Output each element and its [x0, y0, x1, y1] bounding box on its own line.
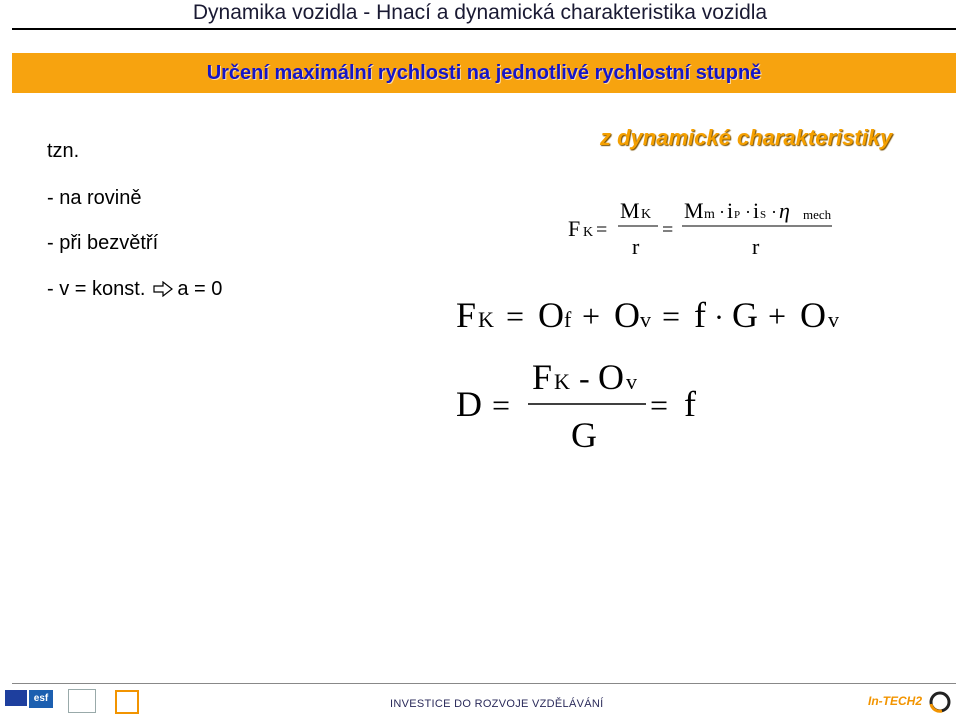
- f1-dot-1: ·: [719, 202, 725, 222]
- f1-num2-i2-sub: S: [760, 209, 767, 221]
- f2-dot: ·: [714, 301, 724, 334]
- f3-eq2: =: [650, 387, 669, 423]
- f2-f: f: [694, 295, 706, 335]
- f1-eta: η: [779, 198, 790, 223]
- condition-no-wind: - při bezvětří: [47, 232, 159, 254]
- f3-D: D: [456, 384, 482, 424]
- f1-num2-i2: i: [753, 198, 760, 223]
- page-title: Dynamika vozidla - Hnací a dynamická charakteristika vozidla: [192, 1, 768, 24]
- f3-eq: =: [492, 387, 511, 423]
- f3-F-sub: K: [554, 369, 570, 394]
- f2-O3-sub: v: [828, 307, 839, 332]
- f3-F: F: [532, 357, 553, 397]
- f2-F-sub: K: [478, 307, 494, 332]
- f3-G: G: [571, 415, 597, 455]
- section-banner: Určení maximální rychlosti na jednotlivé rychlostní stupně: [12, 53, 956, 93]
- footer-text: INVESTICE DO ROZVOJE VZDĚLÁVÁNÍ: [390, 698, 604, 710]
- f3-O-sub: v: [626, 369, 637, 394]
- condition-flat-road: - na rovině: [47, 187, 142, 209]
- force-balance-formula: [456, 295, 839, 335]
- f2-O2-sub: v: [640, 307, 651, 332]
- f1-num2-m-sub: m: [704, 207, 715, 222]
- dynamic-characteristic-subtitle: z dynamické charakteristiky: [600, 125, 893, 150]
- f1-lhs: F: [568, 216, 581, 241]
- f2-O3: O: [800, 295, 826, 335]
- zero-acceleration-label: a = 0: [177, 278, 223, 300]
- f2-eq2: =: [662, 298, 681, 334]
- footer-divider: [12, 683, 956, 684]
- f1-num2-i1-sub: P: [734, 209, 741, 221]
- intro-text: tzn.: [47, 140, 80, 162]
- dynamic-factor-formula: [456, 357, 696, 455]
- intech-logo-icon: [928, 690, 952, 714]
- f3-minus: -: [579, 360, 590, 396]
- f1-dot-2: ·: [745, 202, 751, 222]
- f1-eq: =: [596, 219, 608, 241]
- f1-lhs-sub: K: [583, 225, 594, 240]
- f2-O2: O: [614, 295, 640, 335]
- f2-F: F: [456, 295, 477, 335]
- f2-G: G: [732, 295, 758, 335]
- f1-den1: r: [632, 234, 640, 259]
- f1-eq2: =: [662, 219, 674, 241]
- f1-dot-3: ·: [771, 202, 777, 222]
- ministry-logo: [68, 689, 96, 713]
- f2-O1-sub: f: [564, 307, 572, 332]
- f1-num2-m: M: [684, 198, 704, 223]
- condition-constant-speed-label: - v = konst.: [47, 278, 146, 300]
- f1-eta-sub: mech: [803, 207, 832, 222]
- f2-eq: =: [506, 298, 525, 334]
- esf-logo: esf: [29, 690, 53, 708]
- traction-force-formula: [568, 198, 832, 259]
- f2-O1: O: [538, 295, 564, 335]
- f1-num2-i1: i: [727, 198, 734, 223]
- f1-den2: r: [752, 234, 760, 259]
- f2-plus2: +: [768, 298, 787, 334]
- f3-f: f: [684, 384, 696, 424]
- f1-num1: M: [620, 198, 640, 223]
- eu-flag-logo: [5, 690, 27, 706]
- intech-logo-text: In-TECH2: [868, 694, 922, 708]
- f2-plus: +: [582, 298, 601, 334]
- op-logo: [115, 690, 139, 714]
- f1-num1-sub: K: [641, 207, 652, 222]
- f3-O: O: [598, 357, 624, 397]
